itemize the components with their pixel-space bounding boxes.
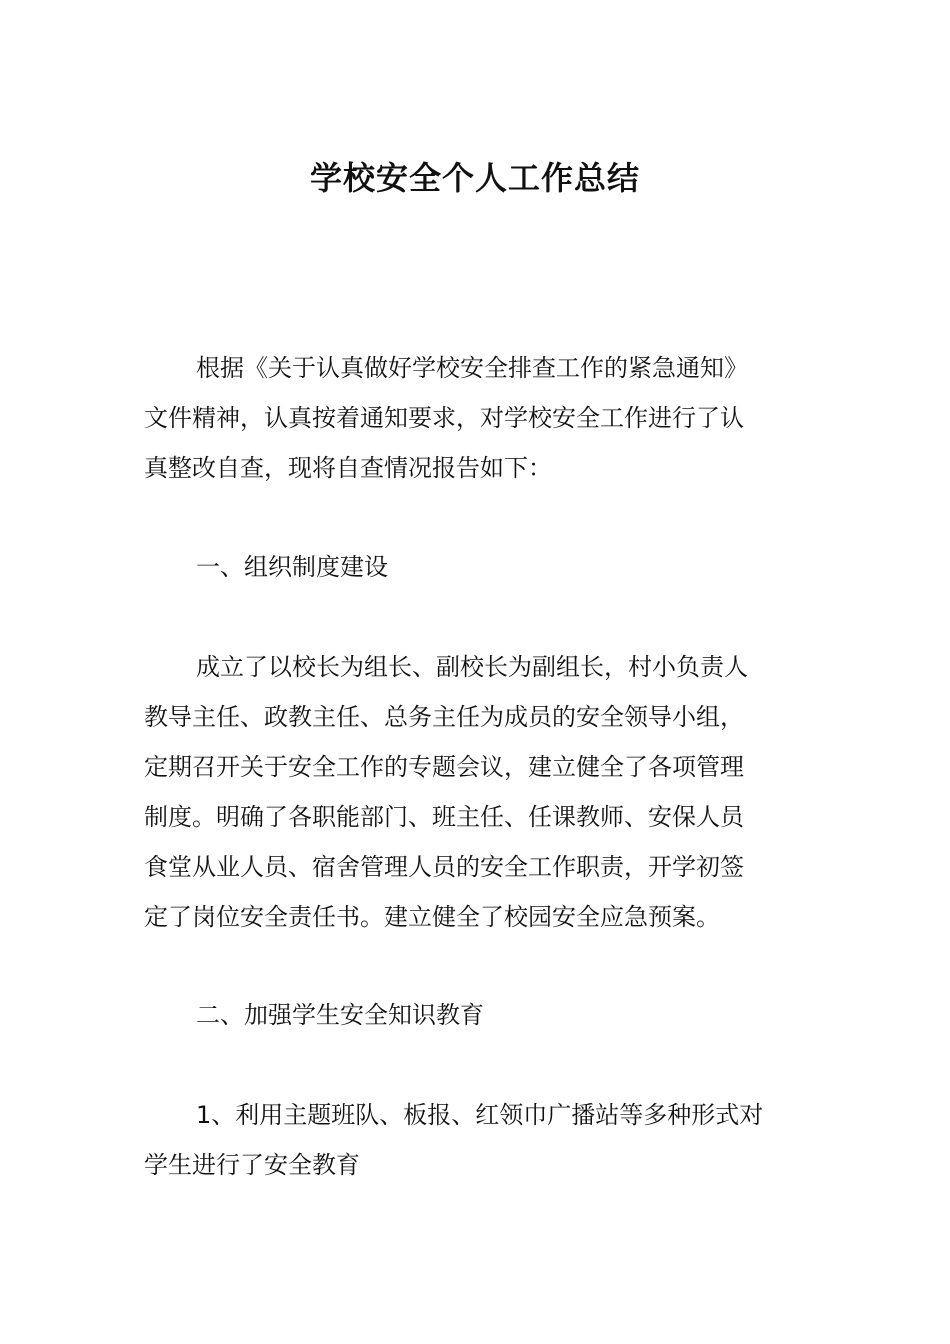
section-heading-1: [144, 542, 814, 592]
paragraph-line: 定期召开关于安全工作的专题会议，建立健全了各项管理: [144, 753, 744, 781]
paragraph-line: 成立了以校长为组长、副校长为副组长，村小负责人: [196, 653, 748, 681]
intro-paragraph: [144, 343, 814, 493]
section2-item1-paragraph: [144, 1090, 814, 1190]
paragraph-line: 制度。明确了各职能部门、班主任、任课教师、安保人员: [144, 803, 744, 831]
section-heading-text: 二、加强学生安全知识教育: [196, 1001, 484, 1029]
section1-paragraph: [144, 642, 814, 942]
paragraph-line: 定了岗位安全责任书。建立健全了校园安全应急预案。: [144, 903, 720, 931]
paragraph-line: 1、利用主题班队、板报、红领巾广播站等多种形式对: [196, 1101, 764, 1129]
paragraph-line: 教导主任、政教主任、总务主任为成员的安全领导小组，: [144, 703, 744, 731]
paragraph-line: 根据《关于认真做好学校安全排查工作的紧急通知》: [196, 354, 748, 382]
paragraph-line: 学生进行了安全教育: [144, 1151, 360, 1179]
section-heading-text: 一、组织制度建设: [196, 553, 388, 581]
section-heading-2: [144, 990, 814, 1040]
paragraph-line: 食堂从业人员、宿舍管理人员的安全工作职责，开学初签: [144, 853, 744, 881]
paragraph-line: 真整改自查，现将自查情况报告如下：: [144, 454, 552, 482]
paragraph-line: 文件精神，认真按着通知要求，对学校安全工作进行了认: [144, 404, 744, 432]
document-title: 学校安全个人工作总结: [309, 159, 640, 197]
